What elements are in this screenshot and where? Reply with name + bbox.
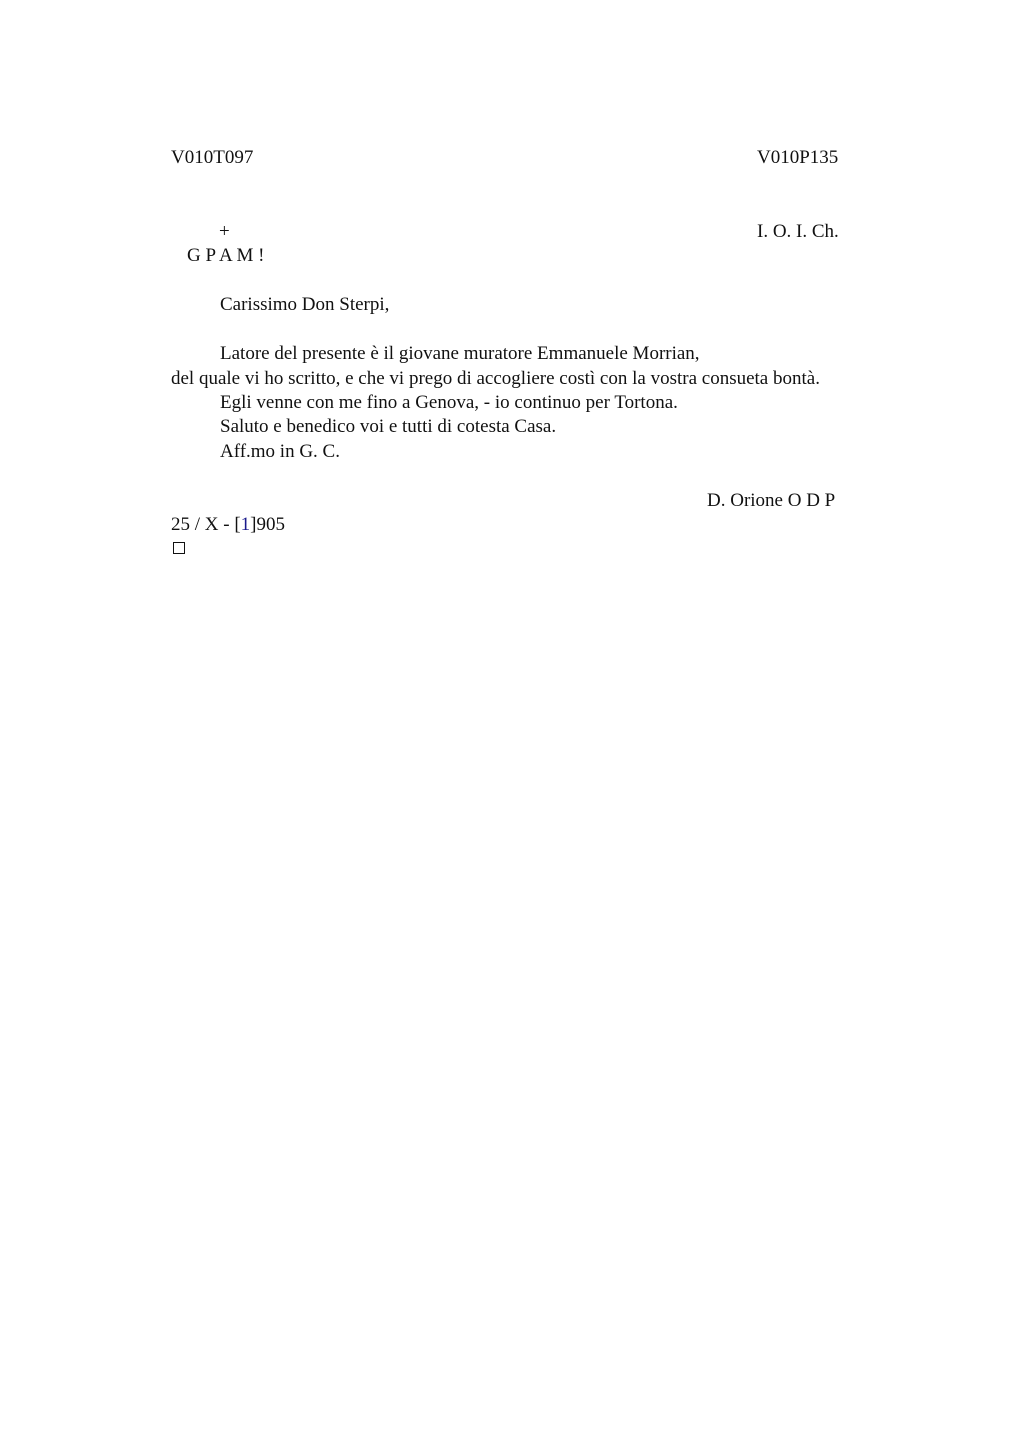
date-bracket-digit: 1 [240, 514, 251, 535]
cross-mark: + [219, 221, 230, 242]
body-line-3: Egli venne con me fino a Genova, - io continuo per Tortona. [220, 392, 678, 413]
body-line-4: Saluto e benedico voi e tutti di cotesta Casa. [220, 416, 557, 437]
date-prefix: 25 / X - [ [171, 514, 241, 535]
salutation: Carissimo Don Sterpi, [220, 294, 390, 315]
header-left-code: V010T097 [171, 147, 254, 168]
body-line-1: Latore del presente è il giovane muratore Emmanuele Morrian, [220, 343, 700, 364]
empty-square-icon [173, 542, 185, 554]
body-line-2: del quale vi ho scritto, e che vi prego di accogliere costì con la vostra consueta bontà. [171, 368, 820, 389]
signature: D. Orione O D P [707, 490, 836, 511]
header-right-code: V010P135 [757, 147, 839, 168]
date-line [171, 513, 285, 537]
right-initials: I. O. I. Ch. [757, 221, 839, 242]
date-suffix: ]905 [250, 514, 285, 535]
closing: Aff.mo in G. C. [220, 441, 340, 462]
motto: G P A M ! [187, 245, 265, 266]
